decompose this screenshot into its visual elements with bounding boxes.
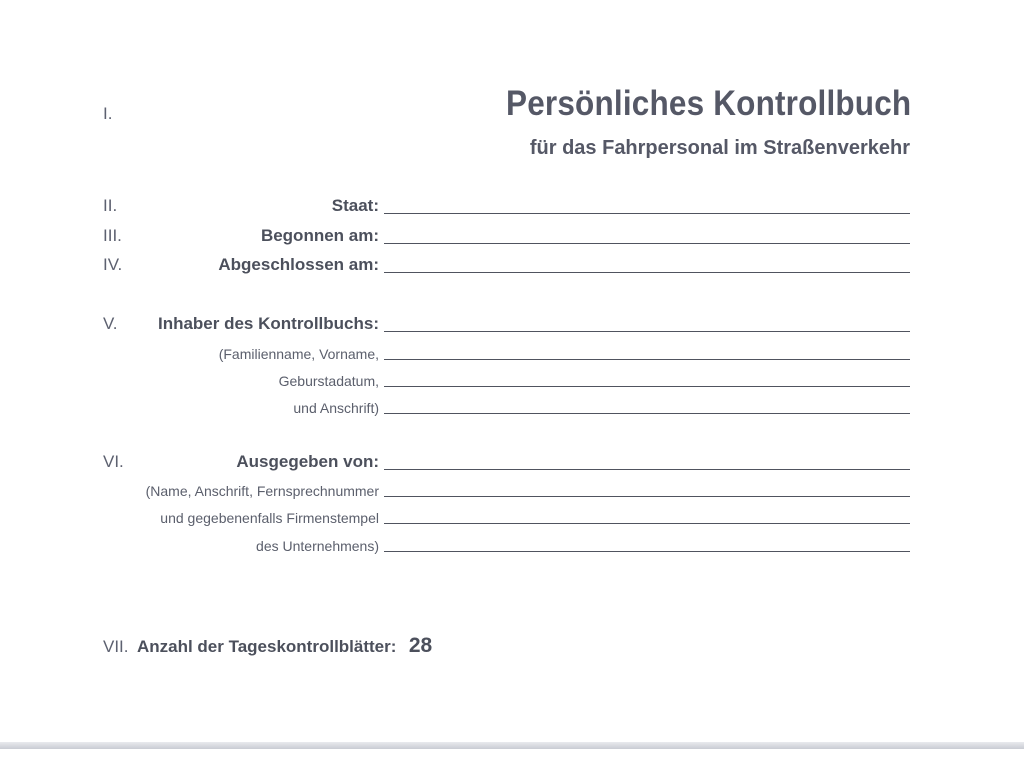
field-label-ausgegeben: Ausgegeben von: <box>236 452 379 471</box>
section-numeral-i: I. <box>103 104 113 123</box>
field-label-inhaber: Inhaber des Kontrollbuchs: <box>157 314 379 333</box>
field-row-inhaber-hint-3 <box>0 395 1024 419</box>
field-hint-inhaber-1: (Familienname, Vorname, <box>218 346 379 362</box>
fill-line-inhaber-4[interactable] <box>384 413 910 414</box>
field-row-ausgegeben-hint-2 <box>0 505 1024 529</box>
sheet-count-value: 28 <box>408 634 433 657</box>
fill-line-ausgegeben-3[interactable] <box>384 523 910 524</box>
field-label-begonnen: Begonnen am: <box>260 226 379 245</box>
field-row-ausgegeben-hint-1 <box>0 478 1024 502</box>
field-label-staat: Staat: <box>331 196 379 215</box>
field-row-inhaber-hint-1 <box>0 341 1024 365</box>
section-numeral-iii: III. <box>103 226 122 245</box>
fill-line-ausgegeben-4[interactable] <box>384 551 910 552</box>
fill-line-abgeschlossen[interactable] <box>384 272 910 273</box>
fill-line-inhaber-3[interactable] <box>384 386 910 387</box>
field-hint-inhaber-3: und Anschrift) <box>293 400 379 416</box>
fill-line-staat[interactable] <box>384 213 910 214</box>
section-numeral-v: V. <box>103 314 118 333</box>
fill-line-ausgegeben-2[interactable] <box>384 496 910 497</box>
field-row-inhaber <box>0 313 1024 337</box>
field-hint-ausgegeben-1: (Name, Anschrift, Fernsprechnummer <box>145 483 379 499</box>
field-row-ausgegeben-hint-3 <box>0 533 1024 557</box>
field-label-abgeschlossen: Abgeschlossen am: <box>218 255 379 274</box>
sheet-count-row <box>103 634 432 658</box>
fill-line-begonnen[interactable] <box>384 243 910 244</box>
field-hint-ausgegeben-2: und gegebenenfalls Firmenstempel <box>160 510 379 526</box>
fill-line-inhaber[interactable] <box>384 331 910 332</box>
fill-line-inhaber-2[interactable] <box>384 359 910 360</box>
section-numeral-vi: VI. <box>103 452 124 471</box>
field-hint-ausgegeben-3: des Unternehmens) <box>256 538 379 554</box>
field-row-ausgegeben <box>0 451 1024 475</box>
section-numeral-iv: IV. <box>103 255 123 274</box>
field-row-abgeschlossen <box>0 254 1024 278</box>
field-row-begonnen <box>0 225 1024 249</box>
document-subtitle: für das Fahrpersonal im Straßenverkehr <box>529 137 910 159</box>
section-numeral-ii: II. <box>103 196 118 215</box>
section-numeral-vii: VII. <box>103 637 129 656</box>
sheet-count-label: Anzahl der Tageskontrollblätter: <box>136 637 397 656</box>
page-bottom-edge <box>0 742 1024 749</box>
field-hint-inhaber-2: Geburstadatum, <box>278 373 379 389</box>
field-row-staat <box>0 195 1024 219</box>
field-row-inhaber-hint-2 <box>0 368 1024 392</box>
fill-line-ausgegeben[interactable] <box>384 469 910 470</box>
document-title: Persönliches Kontrollbuch <box>505 84 911 123</box>
